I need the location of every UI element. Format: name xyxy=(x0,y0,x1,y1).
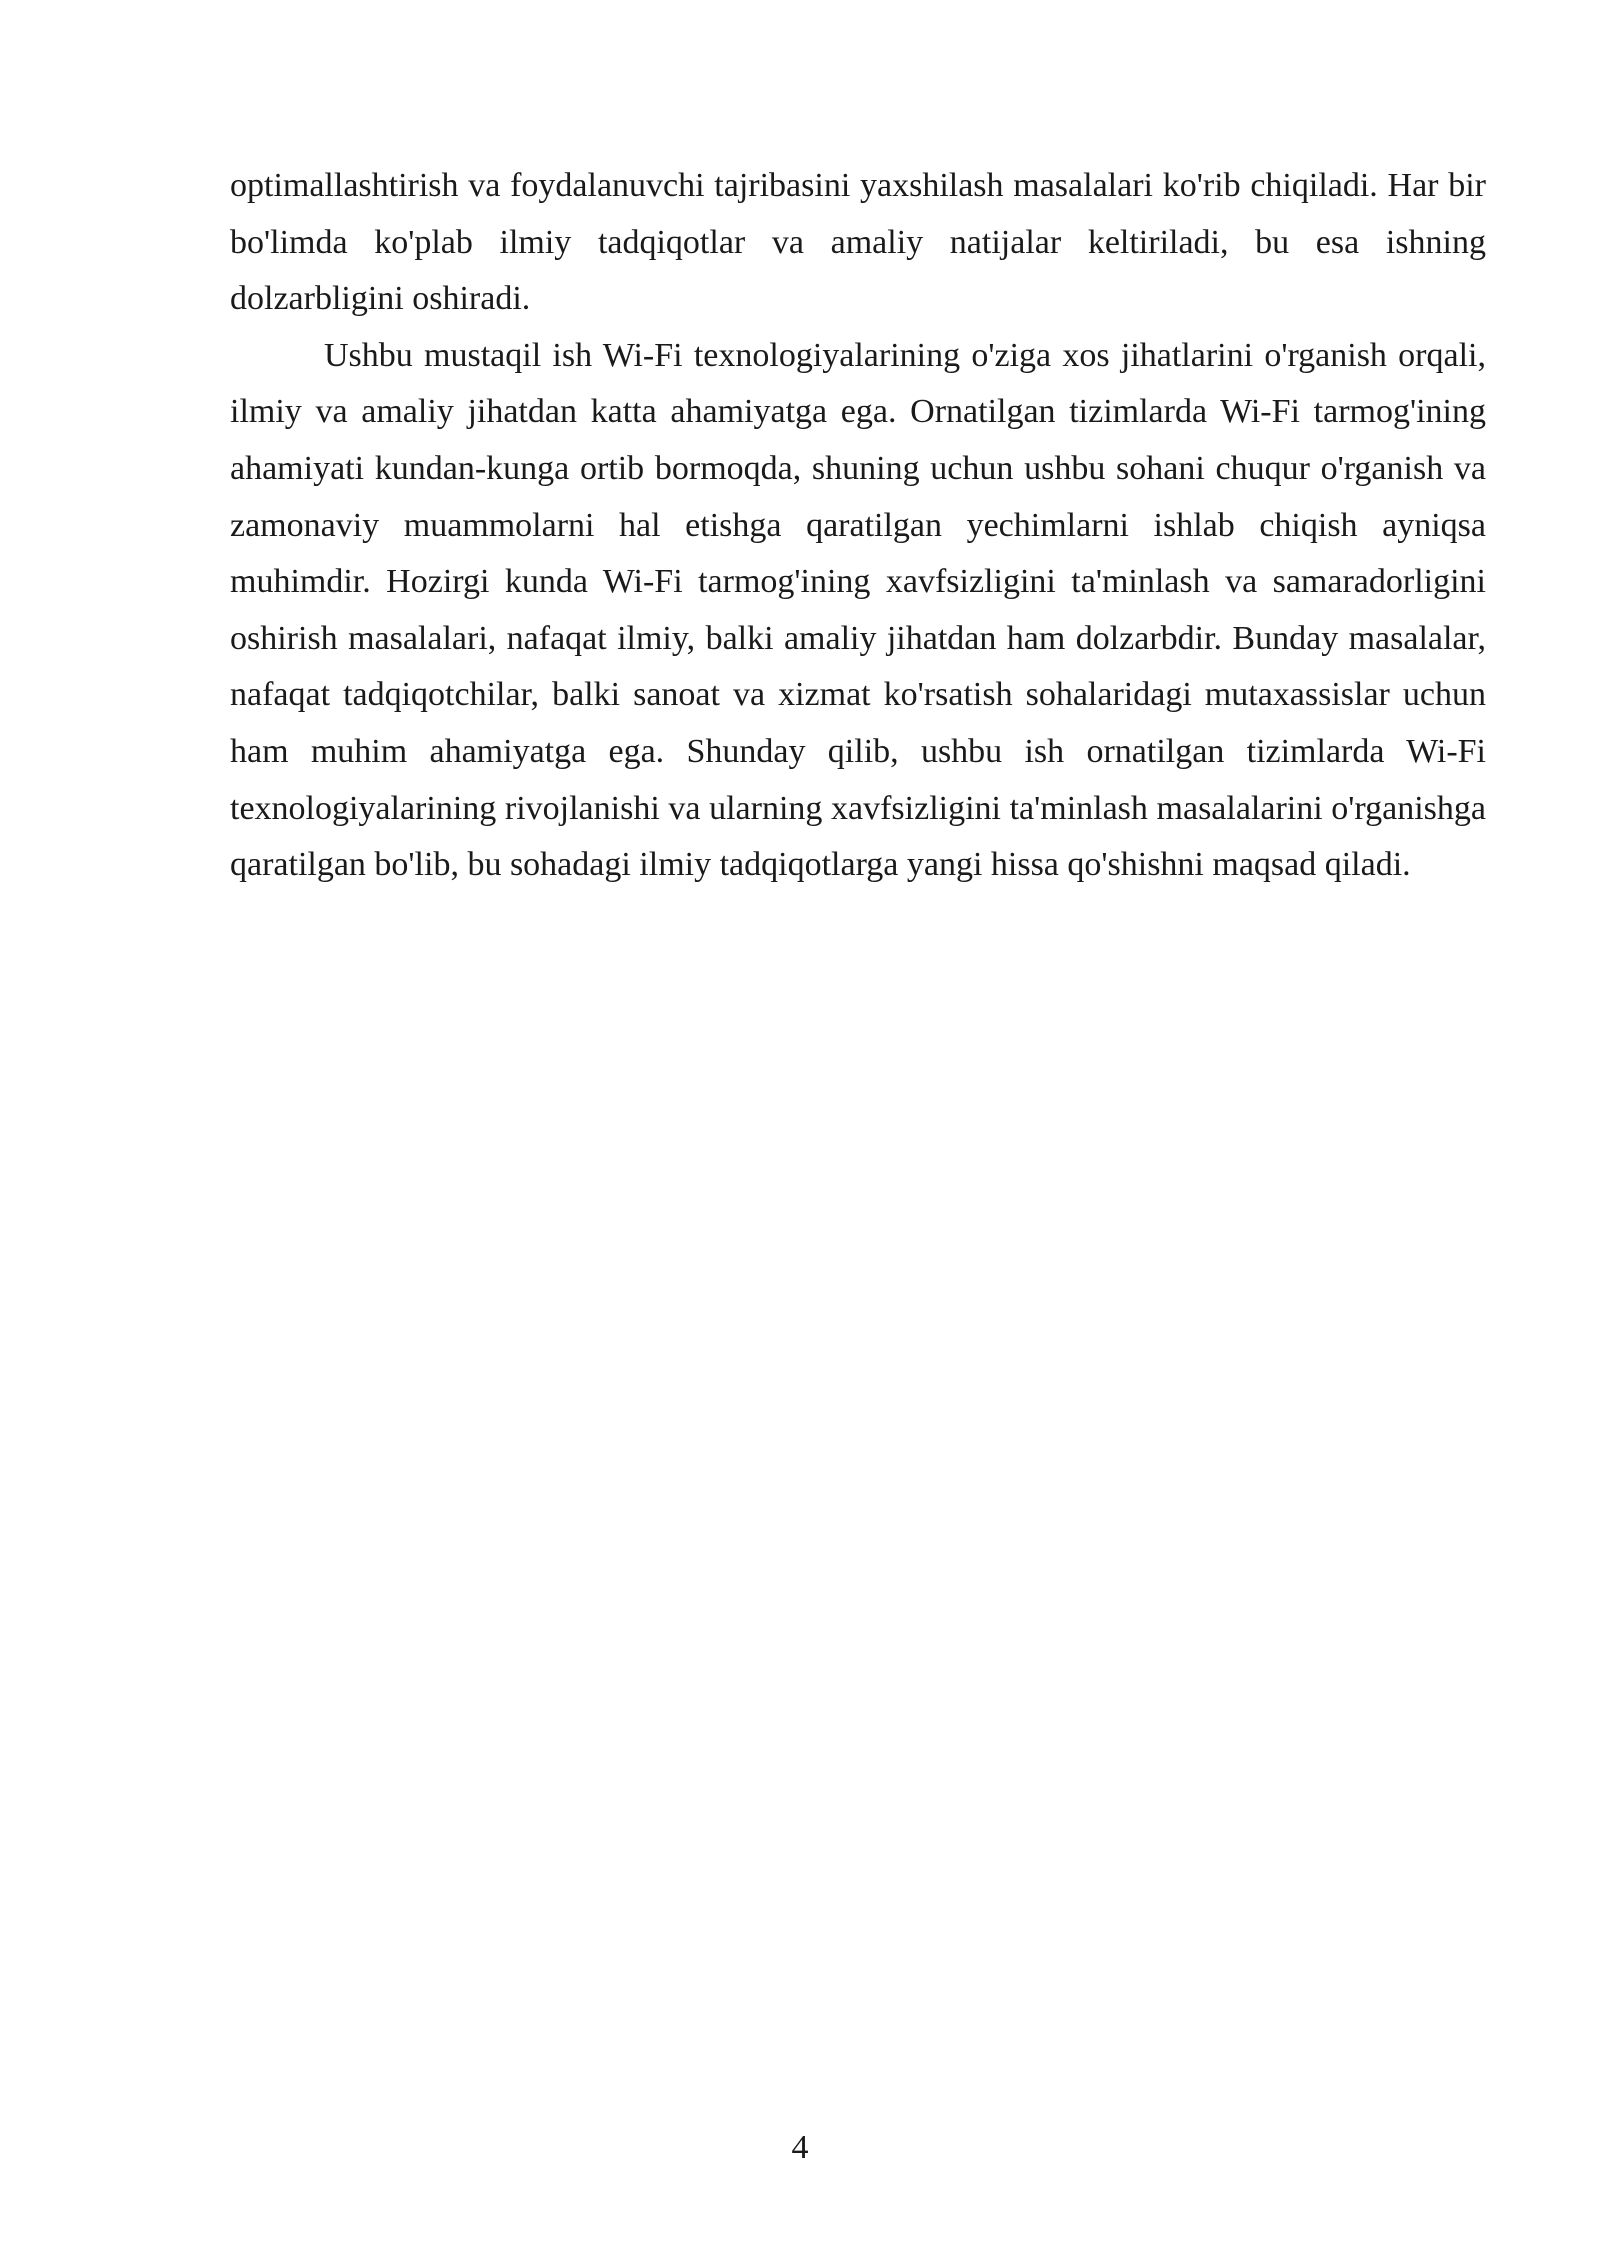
body-text xyxy=(230,158,1486,894)
paragraph: Ushbu mustaqil ish Wi-Fi texnologiyalarining o'ziga xos jihatlarini o'rganish orqali, ilmiy va amaliy jihatdan katta ahamiyatga ega. Ornatilgan tizimlarda Wi-Fi tarmog'ining ahamiyati kundan-kunga ortib bormoqda, shuning uchun ushbu sohani chuqur o'rganish va zamonaviy muammolarni hal etishga qaratilgan yechimlarni ishlab chiqish ayniqsa muhimdir. Hozirgi kunda Wi-Fi tarmog'ining xavfsizligini ta'minlash va samaradorligini oshirish masalalari, nafaqat ilmiy, balki amaliy jihatdan ham dolzarbdir. Bunday masalalar, nafaqat tadqiqotchilar, balki sanoat va xizmat ko'rsatish sohalaridagi mutaxassislar uchun ham muhim ahamiyatga ega. Shunday qilib, ushbu ish ornatilgan tizimlarda Wi-Fi texnologiyalarining rivojlanishi va ularning xavfsizligini ta'minlash masalalarini o'rganishga qaratilgan bo'lib, bu sohadagi ilmiy tadqiqotlarga yangi hissa qo'shishni maqsad qiladi. xyxy=(230,336,1486,884)
paragraph-continuation: optimallashtirish va foydalanuvchi tajribasini yaxshilash masalalari ko'rib chiqiladi. Har bir bo'limda ko'plab ilmiy tadqiqotlar va amaliy natijalar keltiriladi, bu esa ishning dolzarbligini oshiradi. xyxy=(230,167,1486,318)
page-number: 4 xyxy=(791,2129,809,2166)
